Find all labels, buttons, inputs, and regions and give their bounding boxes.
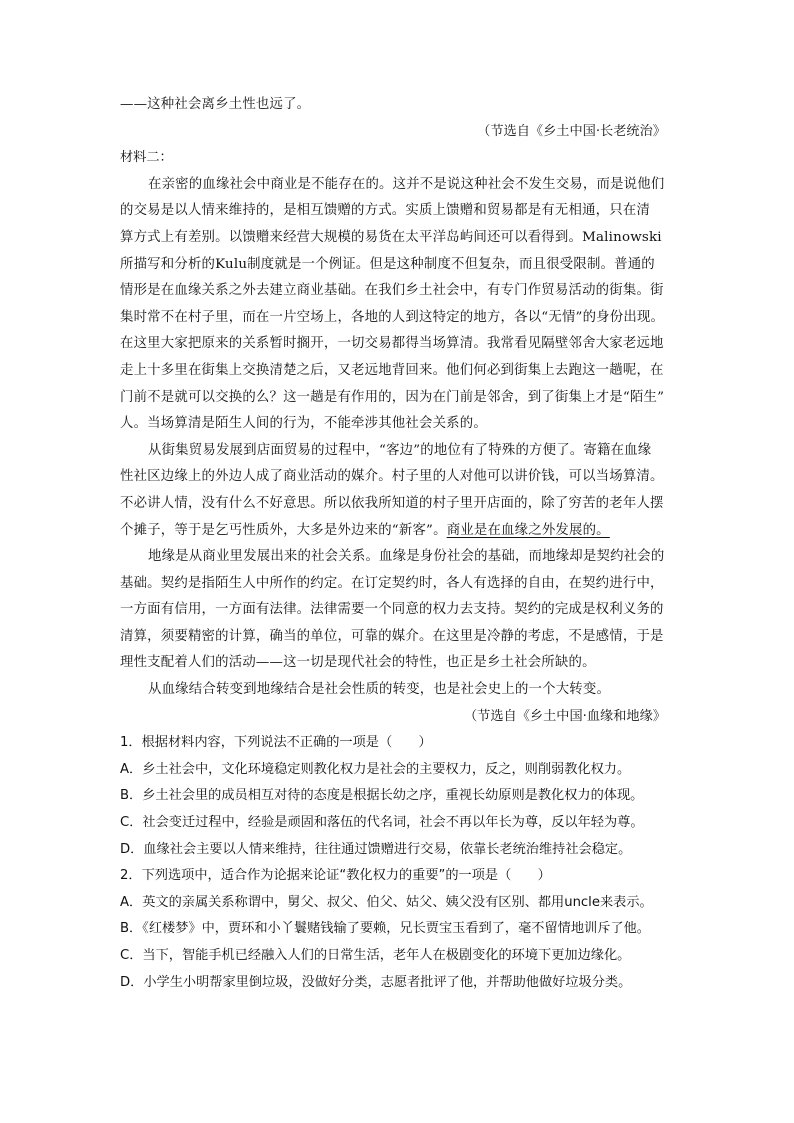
question-stem: 1．根据材料内容，下列说法不正确的一项是（ ） [120, 735, 432, 751]
paragraph-line: 地缘是从商业里发展出来的社会关系。血缘是身份社会的基础，而地缘却是契约社会的 [148, 549, 665, 565]
paragraph-line: 算方式上有差别。以馈赠来经营大规模的易货在太平洋岛屿间还可以看得到。Malinowski [120, 229, 662, 245]
paragraph-line: 清算，须要精密的计算，确当的单位，可靠的媒介。在这里是冷静的考虑，不是感情，于是 [120, 628, 664, 644]
paragraph-line: 一方面有信用，一方面有法律。法律需要一个同意的权力去支持。契约的完成是权利义务的 [120, 602, 664, 618]
option-b: B．乡土社会里的成员相互对待的态度是根据长幼之序，重视长幼原则是教化权力的体现。 [120, 788, 644, 804]
paragraph-line: 不必讲人情，没有什么不好意思。所以依我所知道的村子里开店面的，除了穷苦的老年人摆 [120, 495, 664, 511]
paragraph-3 [120, 544, 676, 677]
question-1 [120, 730, 676, 863]
paragraph-line: 人。当场算清是陌生人间的行为，不能牵涉其他社会关系的。 [120, 416, 487, 432]
option-b: B．《红楼梦》中，贾环和小丫鬟赌钱输了要赖，兄长贾宝玉看到了，毫不留情地训斥了他。 [120, 921, 650, 937]
paragraph-line: 情形是在血缘关系之外去建立商业基础。在我们乡土社会中，有专门作贸易活动的街集。街 [120, 283, 664, 299]
paragraph-line: 在亲密的血缘社会中商业是不能存在的。这并不是说这种社会不发生交易，而是说他们 [148, 176, 665, 192]
paragraph-line: 集时常不在村子里，而在一片空场上，各地的人到这特定的地方，各以“无情”的身份出现。 [120, 309, 665, 325]
option-c: C．当下，智能手机已经融入人们的日常生活，老年人在极剧变化的环境下更加边缘化。 [120, 948, 631, 963]
option-c: C．社会变迁过程中，经验是顽固和落伍的代名词，社会不再以年长为尊，反以年轻为尊。 [120, 815, 644, 831]
option-a: A．乡土社会中，文化环境稳定则教化权力是社会的主要权力，反之，则削弱教化权力。 [120, 761, 631, 777]
paragraph-2 [120, 438, 676, 544]
underlined-key-sentence: 商业是在血缘之外发展的。 [446, 522, 610, 538]
option-d: D．血缘社会主要以人情来维持，往往通过馈赠进行交易，依靠长老统治维持社会稳定。 [120, 841, 632, 857]
material2-heading: 材料二： [120, 150, 173, 166]
source-citation-2: （节选自《乡土中国·血缘和地缘》 [463, 708, 666, 724]
paragraph-line: 所描写和分析的Kulu制度就是一个例证。但是这种制度不但复杂，而且很受限制。普通的 [120, 256, 655, 272]
paragraph-line: 走上十多里在街集上交换清楚之后，又老远地背回来。他们何必到街集上去跑这一趟呢，在 [120, 362, 664, 378]
document-content [120, 92, 676, 996]
paragraph-line: 性社区边缘上的外边人成了商业活动的媒介。村子里的人对他可以讲价钱，可以当场算清。 [120, 469, 664, 485]
source-citation-1: （节选自《乡土中国·长老统治》 [477, 123, 666, 139]
question-2 [120, 863, 676, 996]
paragraph-line: 从街集贸易发展到店面贸易的过程中，“客边”的地位有了特殊的方便了。寄籍在血缘 [148, 442, 652, 458]
paragraph-line: 理性支配着人们的活动——这一切是现代社会的特性，也正是乡土社会所缺的。 [120, 655, 596, 671]
option-a: A．英文的亲属关系称谓中，舅父、叔父、伯父、姑父、姨父没有区别、都用uncle来表示。 [120, 894, 653, 910]
material1-tail: ——这种社会离乡土性也远了。 [120, 97, 311, 112]
paragraph-line: 基础。契约是指陌生人中所作的约定。在订定契约时，各人有选择的自由，在契约进行中， [120, 575, 664, 591]
question-stem: 2．下列选项中，适合作为论据来论证“教化权力的重要”的一项是（ ） [120, 868, 551, 884]
paragraph-line: 在这里大家把原来的关系暂时搁开，一切交易都得当场算清。我常看见隔壁邻舍大家老远地 [120, 336, 664, 352]
option-d: D．小学生小明帮家里倒垃圾，没做好分类，志愿者批评了他，并帮助他做好垃圾分类。 [120, 974, 632, 990]
paragraph-4: 从血缘结合转变到地缘结合是社会性质的转变，也是社会史上的一个大转变。 [148, 682, 611, 698]
paragraph-line [120, 518, 676, 545]
paragraph-line: 门前不是就可以交换的么？这一趟是有作用的，因为在门前是邻舍，到了街集上才是“陌生” [120, 389, 665, 405]
paragraph-line: 的交易是以人情来维持的，是相互馈赠的方式。实质上馈赠和贸易都是有无相通，只在清 [120, 203, 651, 219]
paragraph-text: 个摊子，等于是乞丐性质外，大多是外边来的“新客”。 [120, 522, 447, 538]
paragraph-1 [120, 172, 676, 438]
